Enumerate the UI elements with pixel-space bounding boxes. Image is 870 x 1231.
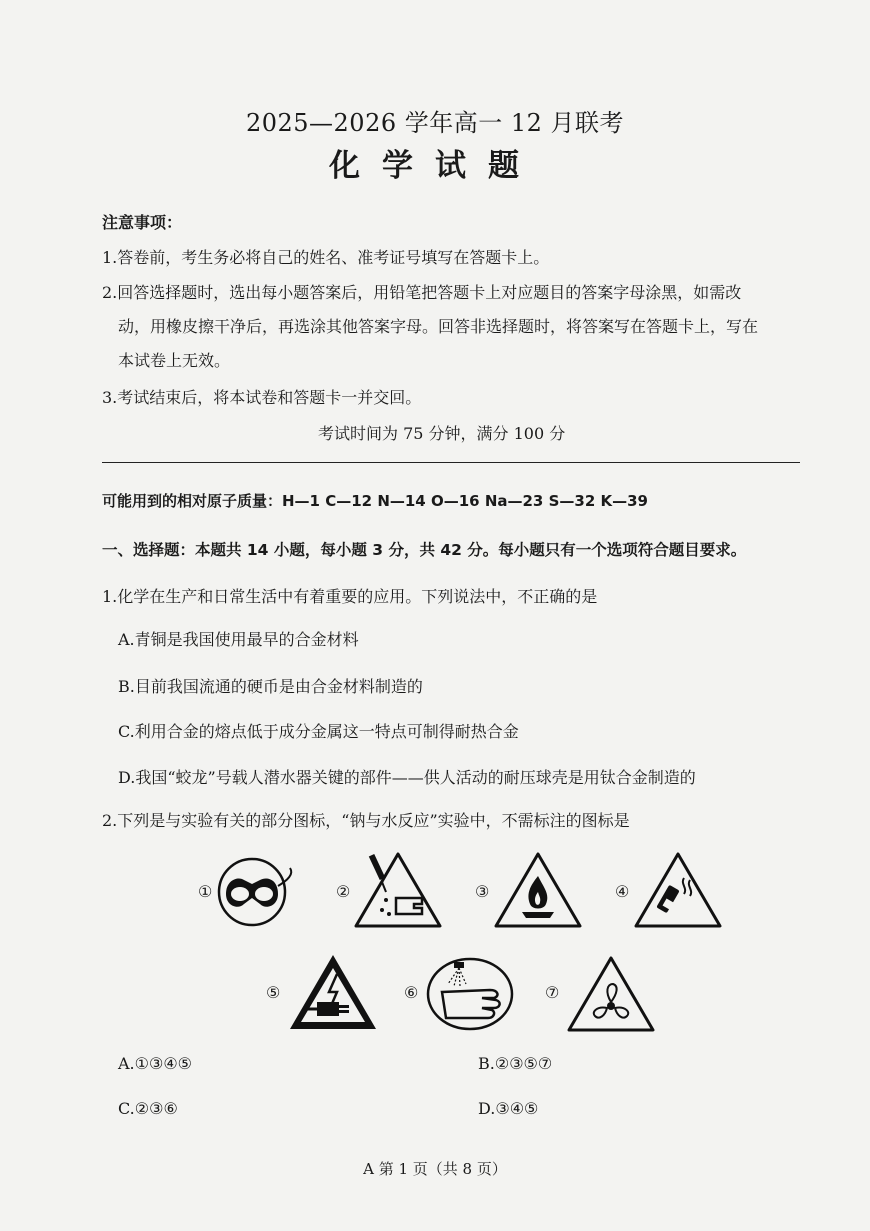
hot-surface-icon — [632, 850, 724, 930]
notice-item-2-line-3: 本试卷上无效。 — [118, 351, 231, 370]
icon-label-3: ③ — [475, 882, 490, 901]
icon-label-5: ⑤ — [266, 983, 281, 1002]
question-1-option-d: D.我国“蛟龙”号载人潜水器关键的部件——供人活动的耐压球壳是用钛合金制造的 — [118, 768, 696, 787]
subject-title: 化学试题 — [329, 148, 541, 184]
atomic-masses: 可能用到的相对原子质量：H—1 C—12 N—14 O—16 Na—23 S—32 K—39 — [102, 492, 648, 510]
open-flame-icon — [492, 850, 584, 930]
page-footer: A 第 1 页（共 8 页） — [363, 1160, 507, 1178]
question-2-option-b: B.②③⑤⑦ — [478, 1054, 553, 1073]
section-1-heading: 一、选择题：本题共 14 小题，每小题 3 分，共 42 分。每小题只有一个选项符合题目要求。 — [102, 541, 747, 559]
ventilation-fan-icon — [565, 954, 657, 1034]
question-1-option-b: B.目前我国流通的硬币是由合金材料制造的 — [118, 677, 423, 696]
icon-label-4: ④ — [615, 882, 630, 901]
electric-hazard-icon — [287, 952, 379, 1032]
exam-title: 2025—2026 学年高一 12 月联考 — [245, 109, 625, 137]
question-1-option-a: A.青铜是我国使用最早的合金材料 — [118, 630, 359, 649]
question-2-option-c: C.②③⑥ — [118, 1099, 178, 1118]
notice-item-3: 3.考试结束后，将本试卷和答题卡一并交回。 — [102, 388, 422, 407]
question-2-stem: 2.下列是与实验有关的部分图标，“钠与水反应”实验中，不需标注的图标是 — [102, 811, 630, 830]
question-1-option-c: C.利用合金的熔点低于成分金属这一特点可制得耐热合金 — [118, 722, 519, 741]
question-2-option-a: A.①③④⑤ — [118, 1054, 193, 1073]
notice-heading: 注意事项： — [102, 213, 183, 232]
exam-time-info: 考试时间为 75 分钟，满分 100 分 — [318, 424, 566, 443]
notice-item-1: 1.答卷前，考生务必将自己的姓名、准考证号填写在答题卡上。 — [102, 248, 550, 267]
icon-label-7: ⑦ — [545, 983, 560, 1002]
goggles-icon — [216, 856, 298, 928]
corrosive-icon — [352, 850, 444, 930]
icon-label-2: ② — [336, 882, 351, 901]
icon-label-6: ⑥ — [404, 983, 419, 1002]
notice-item-2-line-2: 动，用橡皮擦干净后，再选涂其他答案字母。回答非选择题时，将答案写在答题卡上，写在 — [118, 317, 759, 336]
icon-label-1: ① — [198, 882, 213, 901]
question-1-stem: 1.化学在生产和日常生活中有着重要的应用。下列说法中，不正确的是 — [102, 587, 598, 606]
notice-item-2-line-1: 2.回答选择题时，选出每小题答案后，用铅笔把答题卡上对应题目的答案字母涂黑，如需改 — [102, 283, 742, 302]
divider — [102, 462, 800, 463]
wash-hands-icon — [424, 956, 516, 1032]
question-2-option-d: D.③④⑤ — [478, 1099, 539, 1118]
